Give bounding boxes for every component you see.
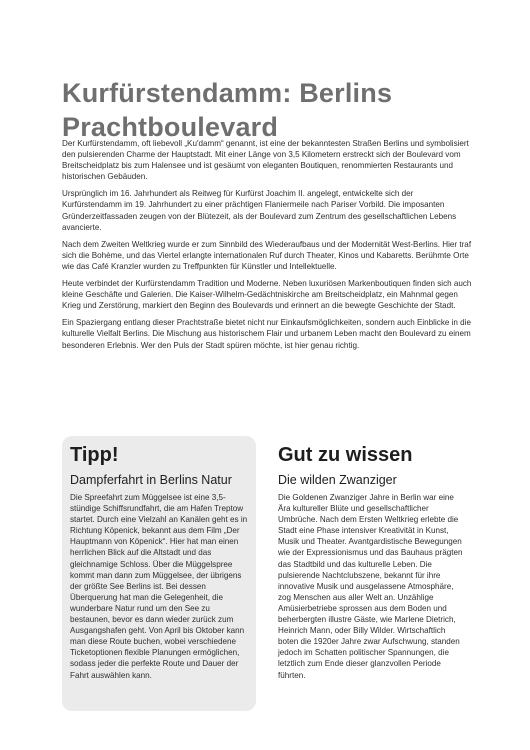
article-paragraph: Ein Spaziergang entlang dieser Prachtstraße bietet nicht nur Einkaufsmöglichkeiten, sondern auch Einblicke in die kulturelle Vielfalt Berlins. Die Mischung aus historischem Flair und urbanem Leben macht den Boulevard zu einem besonderen Erlebnis. Wer den Puls der Stadt spüren möchte, ist hier genau richtig. [62, 318, 471, 350]
tip-heading: Tipp! [70, 444, 119, 466]
fact-subheading: Die wilden Zwanziger [278, 473, 397, 487]
tip-text: Die Spreefahrt zum Müggelsee ist eine 3,5-stündige Schiffsrundfahrt, die am Hafen Treptow startet. Durch eine Vielzahl an Kanälen geht es in Richtung Köpenick, bekannt aus dem Film „Der Hauptmann von Köpenick“. Hier hat man einen herrlichen Blick auf die Altstadt und das gleichnamige Schloss. Über die Müggelspree kommt man dann zum Müggelsee, der übrigens der größte See Berlins ist. Bei dessen Überquerung hat man die Gelegenheit, die wunderbare Natur rund um den See zu bestaunen, bevor es dann wieder zurück zum Ausgangshafen geht. Von April bis Oktober kann man diese Route buchen, wobei verschiedene Ticketoptionen flexible Planungen ermöglichen, sodass jeder die perfekte Route und Dauer der Fahrt auswählen kann. [70, 493, 248, 680]
fact-box [270, 436, 470, 711]
tip-box [62, 436, 256, 711]
page-title: Kurfürstendamm: Berlins Prachtboulevard [62, 78, 393, 143]
article-body [62, 138, 474, 357]
fact-text: Die Goldenen Zwanziger Jahre in Berlin war eine Ära kultureller Blüte und gesellschaftlicher Umbrüche. Nach dem Ersten Weltkrieg erlebte die Stadt eine Phase intensiver Kreativität in Kunst, Musik und Theater. Avantgardistische Bewegungen wie der Expressionismus und das Bauhaus prägten das Stadtbild und das kulturelle Leben. Die pulsierende Nachtclubszene, bekannt für ihre innovative Musik und ausgelassene Atmosphäre, zog Menschen aus aller Welt an. Unzählige Amüsierbetriebe sprossen aus dem Boden und beherbergten illustre Gäste, wie Marlene Dietrich, Heinrich Mann, oder Billy Wilder. Wirtschaftlich boten die 1920er Jahre zwar Aufschwung, standen jedoch im Schatten politischer Spannungen, die letztlich zum Ende dieser glanzvollen Periode führten. [278, 493, 463, 680]
article-paragraph: Heute verbindet der Kurfürstendamm Tradition und Moderne. Neben luxuriösen Markenboutiquen finden sich auch kleine Geschäfte und Galerien. Die Kaiser-Wilhelm-Gedächtniskirche am Breitscheidplatz, ein Mahnmal gegen Krieg und Zerstörung, markiert den Beginn des Boulevards und erinnert an die bewegte Geschichte der Stadt. [62, 279, 472, 311]
tip-subheading: Dampferfahrt in Berlins Natur [70, 473, 232, 487]
article-paragraph: Der Kurfürstendamm, oft liebevoll „Ku'damm“ genannt, ist eine der bekanntesten Straßen Berlins und symbolisiert den pulsierenden Charme der Hauptstadt. Mit einer Länge von 3,5 Kilometern erstreckt sich der Boulevard vom Breitscheidplatz bis zum Halensee und ist gesäumt von eleganten Boutiquen, renommierten Restaurants und historischen Gebäuden. [62, 139, 469, 182]
fact-heading: Gut zu wissen [278, 444, 413, 466]
article-paragraph: Ursprünglich im 16. Jahrhundert als Reitweg für Kurfürst Joachim II. angelegt, entwickelte sich der Kurfürstendamm im 19. Jahrhundert zu einer prächtigen Flaniermeile nach Pariser Vorbild. Die imposanten Gründerzeitfassaden zeugen von der Blütezeit, als der Boulevard zum Zentrum des gesellschaftlichen Lebens avancierte. [62, 189, 457, 232]
article-paragraph: Nach dem Zweiten Weltkrieg wurde er zum Sinnbild des Wiederaufbaus und der Modernität West-Berlins. Hier traf sich die Bohème, und das Viertel erlangte internationalen Ruf durch Theater, Kinos und Kabaretts. Berühmte Orte wie das Café Kranzler wurden zu Treffpunkten für Künstler und Intellektuelle. [62, 239, 472, 271]
